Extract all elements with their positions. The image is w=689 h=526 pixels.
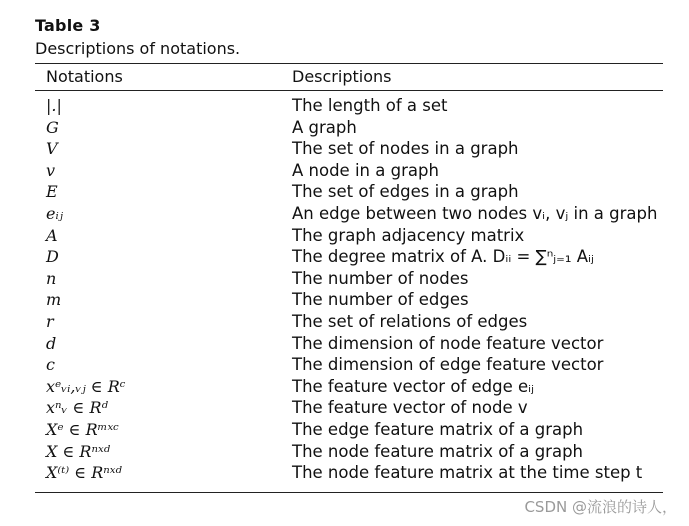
notation-cell: D xyxy=(46,247,59,267)
description-cell: The edge feature matrix of a graph xyxy=(292,419,584,439)
table-row xyxy=(0,246,689,268)
notation-cell: E xyxy=(46,182,58,202)
notation-cell: V xyxy=(46,139,58,159)
description-cell: The node feature matrix of a graph xyxy=(292,441,584,461)
description-cell: The degree matrix of A. Dᵢᵢ = ∑ⁿⱼ₌₁ Aᵢⱼ xyxy=(292,247,594,267)
table-row xyxy=(0,289,689,311)
description-cell: A node in a graph xyxy=(292,160,439,180)
table-row xyxy=(0,376,689,398)
header-descriptions: Descriptions xyxy=(292,67,392,86)
header-notations: Notations xyxy=(46,67,123,86)
bottom-rule xyxy=(35,492,663,493)
notation-cell: X ∈ Rⁿˣᵈ xyxy=(46,441,111,461)
table-row xyxy=(0,462,689,484)
description-cell: The set of relations of edges xyxy=(292,311,528,331)
notation-cell: eᵢⱼ xyxy=(46,203,63,223)
notation-cell: |.| xyxy=(46,96,62,115)
notation-cell: c xyxy=(46,355,55,375)
description-cell: The feature vector of edge eᵢⱼ xyxy=(292,376,534,396)
top-rule xyxy=(35,63,663,64)
description-cell: The dimension of node feature vector xyxy=(292,333,604,353)
notation-cell: d xyxy=(46,333,57,353)
notation-cell: xᵉᵥᵢ,ᵥⱼ ∈ Rᶜ xyxy=(46,376,126,396)
description-cell: The feature vector of node v xyxy=(292,398,528,418)
table-row xyxy=(0,95,689,117)
table-row xyxy=(0,181,689,203)
description-cell: The graph adjacency matrix xyxy=(292,225,525,245)
description-cell: The set of nodes in a graph xyxy=(292,139,519,159)
table-row xyxy=(0,138,689,160)
notation-cell: r xyxy=(46,311,54,331)
table-row xyxy=(0,441,689,463)
notation-cell: G xyxy=(46,117,59,137)
description-cell: The number of edges xyxy=(292,290,469,310)
notation-cell: v xyxy=(46,160,56,180)
notation-cell: A xyxy=(46,225,58,245)
notation-cell: m xyxy=(46,290,62,310)
notation-cell: X⁽ᵗ⁾ ∈ Rⁿˣᵈ xyxy=(46,463,122,483)
table-caption: Table 3 xyxy=(35,16,101,35)
notation-cell: xⁿᵥ ∈ Rᵈ xyxy=(46,398,108,418)
table-row xyxy=(0,117,689,139)
description-cell: The number of nodes xyxy=(292,268,469,288)
watermark: CSDN @流浪的诗人， xyxy=(524,498,677,516)
table-row xyxy=(0,160,689,182)
table-row xyxy=(0,225,689,247)
table-row xyxy=(0,268,689,290)
notation-cell: Xᵉ ∈ Rᵐˣᶜ xyxy=(46,419,119,439)
table-row xyxy=(0,333,689,355)
description-cell: The length of a set xyxy=(292,96,448,115)
table-row xyxy=(0,397,689,419)
table-row xyxy=(0,203,689,225)
table-subtitle: Descriptions of notations. xyxy=(35,39,241,58)
notation-cell: n xyxy=(46,268,57,288)
description-cell: A graph xyxy=(292,117,357,137)
table-body xyxy=(0,95,689,484)
description-cell: An edge between two nodes vᵢ, vⱼ in a graph xyxy=(292,203,658,223)
table-row xyxy=(0,419,689,441)
table-row xyxy=(0,354,689,376)
header-rule xyxy=(35,90,663,91)
table-row xyxy=(0,311,689,333)
description-cell: The dimension of edge feature vector xyxy=(292,355,604,375)
description-cell: The set of edges in a graph xyxy=(292,182,519,202)
description-cell: The node feature matrix at the time step t xyxy=(292,463,643,483)
